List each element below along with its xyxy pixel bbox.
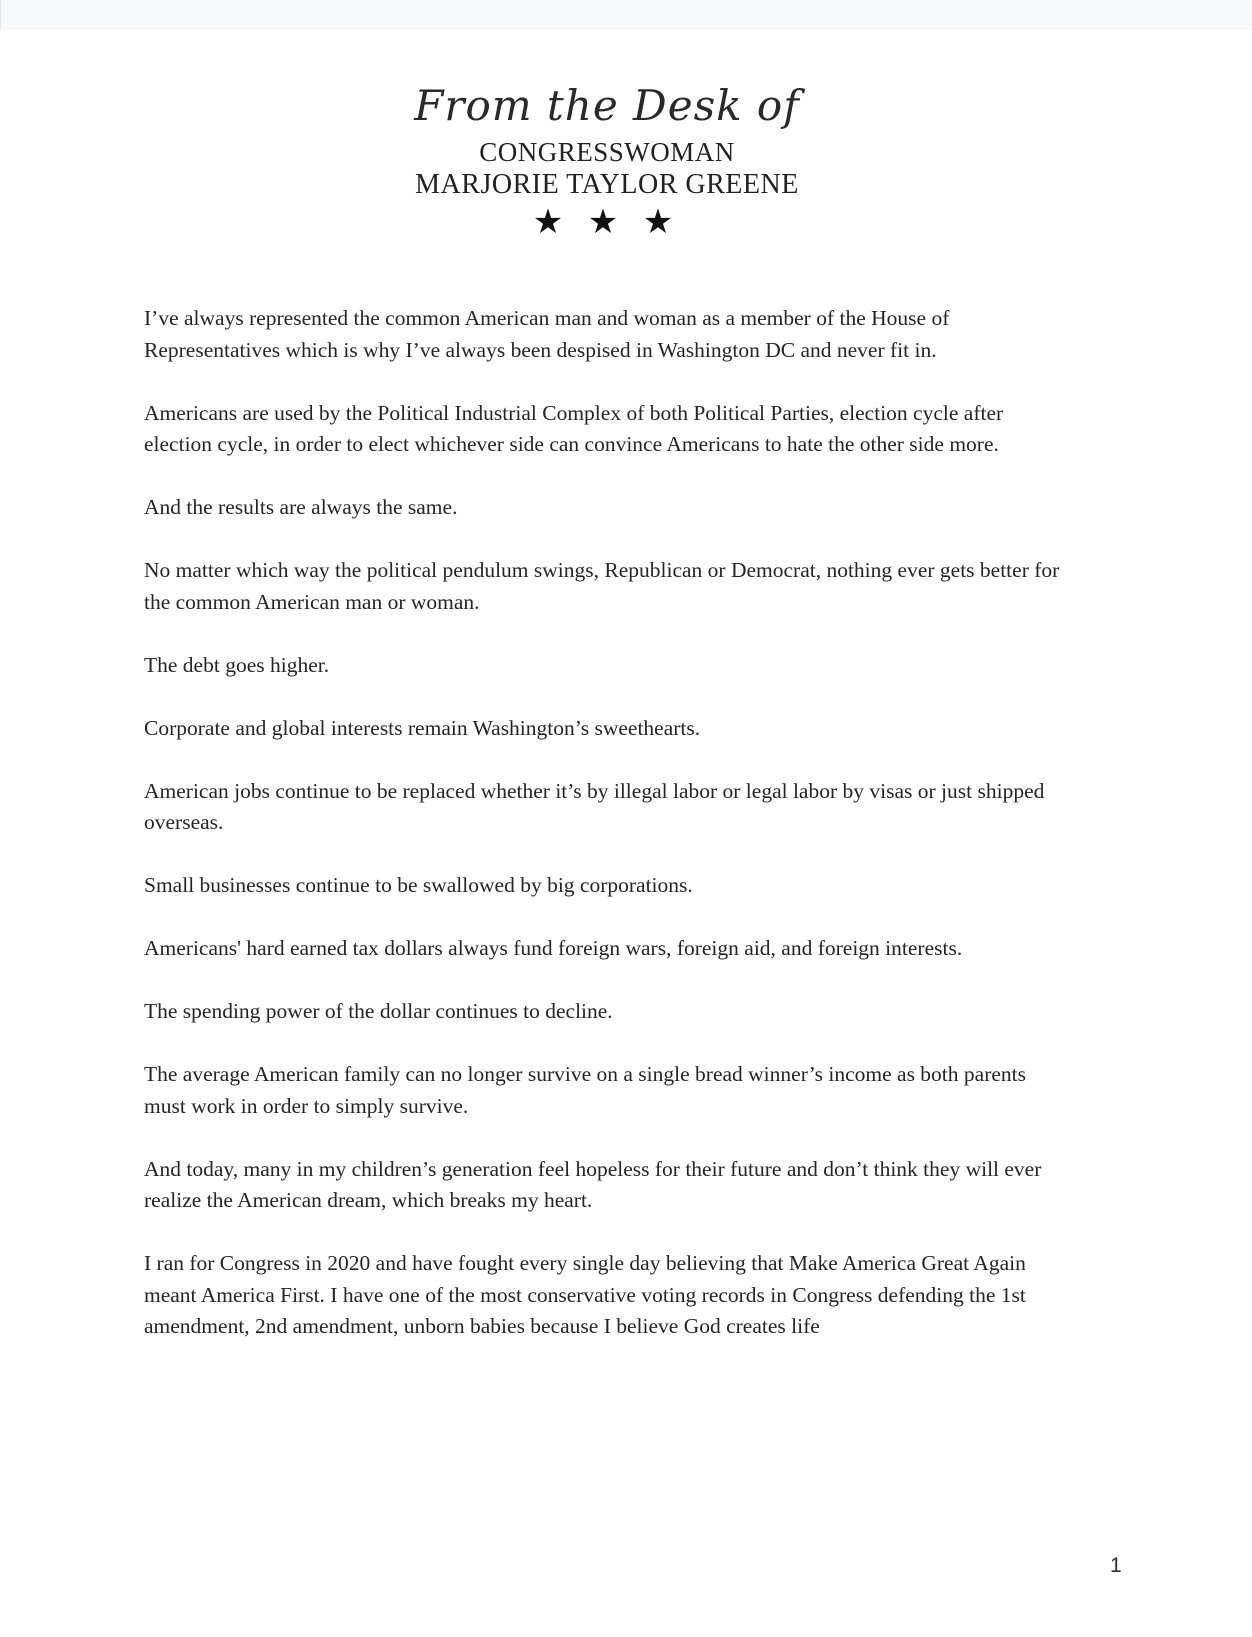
paragraph: And the results are always the same. (144, 495, 458, 519)
letterhead (144, 30, 1070, 243)
paragraph: American jobs continue to be replaced whether it’s by illegal labor or legal labor by visas or just shipped overseas. (144, 778, 1045, 834)
paragraph: And today, many in my children’s generation feel hopeless for their future and don’t think they will ever realize the American dream, which breaks my heart. (144, 1156, 1042, 1212)
paragraph: Small businesses continue to be swallowed by big corporations. (144, 873, 693, 897)
page-top-gap (0, 0, 1252, 30)
three-stars-icon: ★ ★ ★ (532, 204, 682, 241)
paragraph: I ran for Congress in 2020 and have fought every single day believing that Make America Great Again meant America First. I have one of the most conservative voting records in Congress defending the 1st amendment, 2nd amendment, unborn babies because I believe God creates life (144, 1251, 1026, 1338)
paragraph: The spending power of the dollar continues to decline. (144, 999, 613, 1023)
letter-body (144, 303, 1070, 1343)
page-number: 1 (1110, 1554, 1122, 1577)
paragraph: I’ve always represented the common American man and woman as a member of the House of Representatives which is why I’ve always been despised in Washington DC and never fit in. (144, 306, 950, 362)
letterhead-script-line: From the Desk of (414, 81, 800, 130)
paragraph: The average American family can no longer survive on a single bread winner’s income as both parents must work in order to simply survive. (144, 1062, 1026, 1118)
paragraph: The debt goes higher. (144, 652, 330, 677)
paragraph: Americans' hard earned tax dollars always fund foreign wars, foreign aid, and foreign interests. (144, 936, 963, 960)
letterhead-name: MARJORIE TAYLOR GREENE (415, 169, 799, 200)
paragraph: Corporate and global interests remain Washington’s sweethearts. (144, 715, 701, 740)
paragraph: No matter which way the political pendulum swings, Republican or Democrat, nothing ever gets better for the common American man or woman. (144, 558, 1060, 614)
paragraph: Americans are used by the Political Industrial Complex of both Political Parties, election cycle after election cycle, in order to elect whichever side can convince Americans to hate the other side more. (144, 400, 1004, 456)
letterhead-title: CONGRESSWOMAN (479, 137, 735, 167)
document-page (0, 30, 1252, 1637)
